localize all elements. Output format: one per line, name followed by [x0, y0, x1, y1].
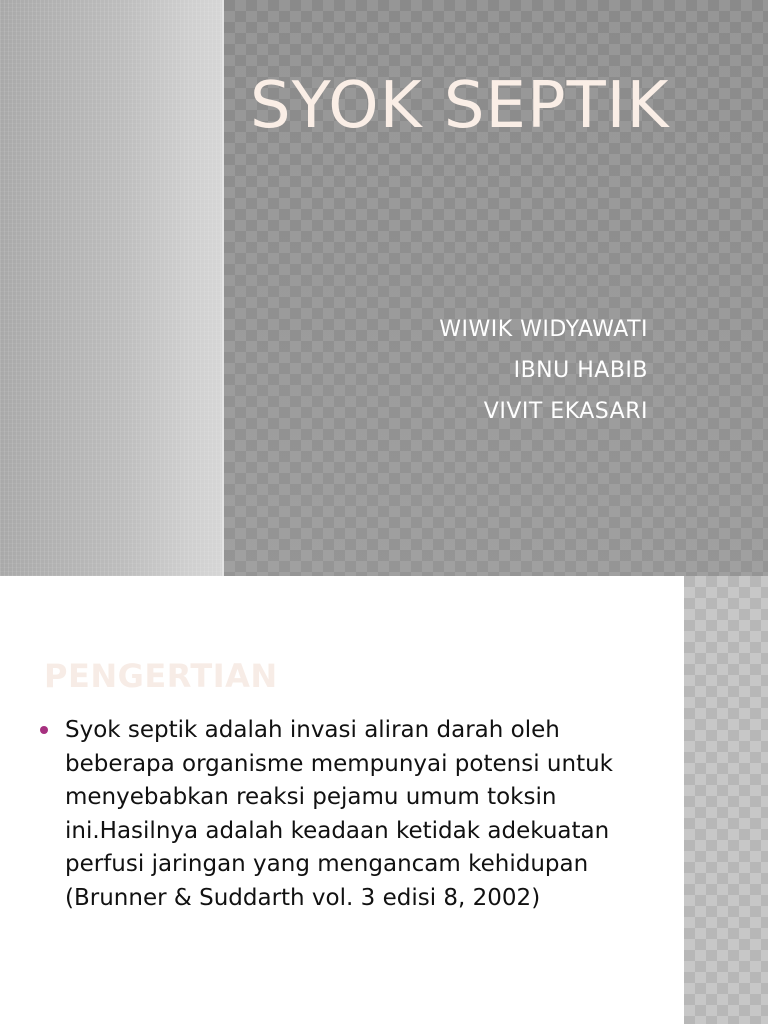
- author-name: IBNU HABIB: [513, 358, 648, 383]
- section-heading: PENGERTIAN: [44, 657, 278, 695]
- left-gradient-panel: [0, 0, 222, 576]
- bullet-item: [40, 714, 650, 915]
- author-list: [288, 309, 648, 432]
- author-name: VIVIT EKASARI: [483, 399, 648, 424]
- slide-title: SYOK SEPTIK: [250, 69, 670, 143]
- definition-slide: [0, 576, 768, 1024]
- author-name: WIWIK WIDYAWATI: [439, 317, 648, 342]
- bullet-dot-icon: [40, 726, 48, 734]
- bullet-text: Syok septik adalah invasi aliran darah oleh beberapa organisme mempunyai potensi untuk menyebabkan reaksi pejamu umum toksin ini.Hasilnya adalah keadaan ketidak adekuatan perfusi jaringan yang mengancam kehidupan (Brunner & Suddarth vol. 3 edisi 8, 2002): [65, 717, 613, 911]
- patterned-side-strip: [684, 576, 768, 1024]
